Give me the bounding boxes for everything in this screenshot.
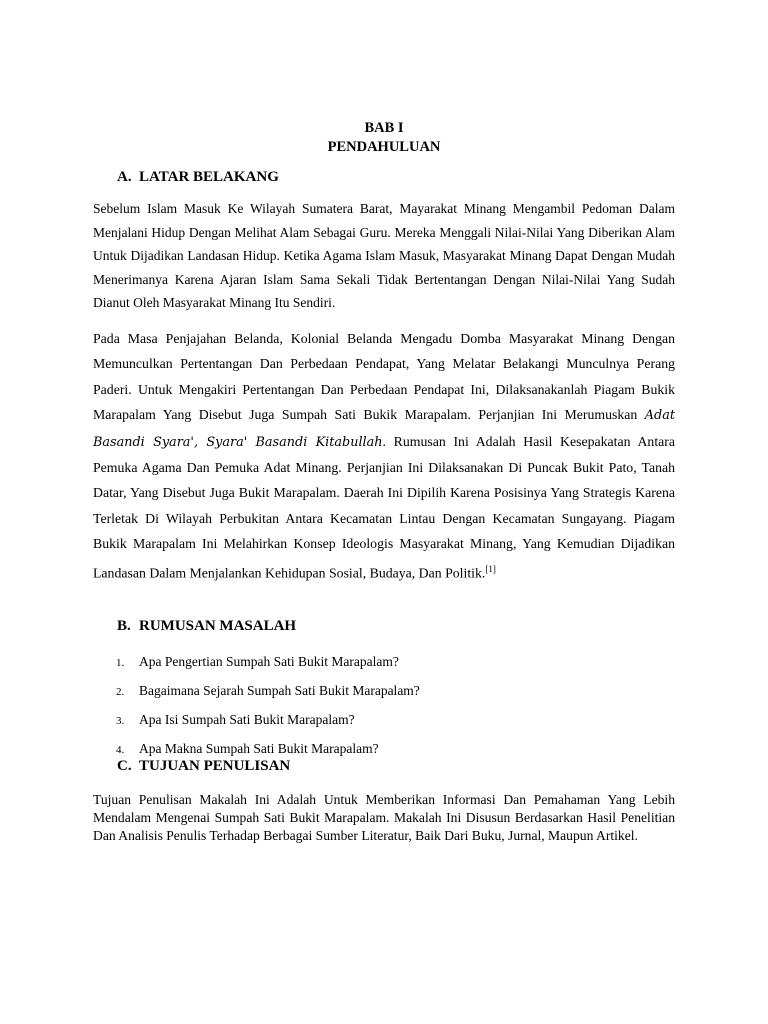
list-item: [116, 652, 420, 681]
list-item: [116, 710, 420, 739]
question-list: [116, 652, 420, 768]
list-item-number: 2.: [116, 686, 125, 698]
list-item-text: Apa Makna Sumpah Sati Bukit Marapalam?: [139, 741, 379, 756]
section-c-title: TUJUAN PENULISAN: [139, 758, 291, 774]
paragraph-2-text-b: . Rumusan Ini Adalah Hasil Kesepakatan Antara Pemuka Agama Dan Pemuka Adat Minang. Perjanjian Ini Dilaksanakan Di Puncak Bukit Pato, Tanah Datar, Yang Disebut Juga Bukit Marapalam. Daerah Ini Dipilih Karena Posisinya Yang Strategis Karena Terletak Di Wilayah Perbukitan Antara Kecamatan Lintau Dengan Kecamatan Sungayang. Piagam Bukik Marapalam Ini Melahirkan Konsep Ideologis Masyarakat Minang, Yang Kemudian Dijadikan Landasan Dalam Menjalankan Kehidupan Sosial, Budaya, Dan Politik.: [93, 433, 676, 581]
section-c-letter: C.: [117, 758, 132, 774]
list-item-number: 3.: [116, 715, 125, 727]
list-item-text: Bagaimana Sejarah Sumpah Sati Bukit Marapalam?: [139, 683, 420, 698]
section-c-heading: [117, 758, 290, 775]
section-a-title: LATAR BELAKANG: [139, 169, 279, 185]
section-b-heading: [117, 618, 296, 635]
paragraph-latar-belakang-1: Sebelum Islam Masuk Ke Wilayah Sumatera Barat, Mayarakat Minang Mengambil Pedoman Dalam Menjalani Hidup Dengan Melihat Alam Sebagai Guru. Mereka Menggali Nilai-Nilai Yang Diberikan Alam Untuk Dijadikan Landasan Hidup. Ketika Agama Islam Masuk, Masyarakat Minang Dapat Dengan Mudah Menerimanya Karena Ajaran Islam Sama Sekali Tidak Bertentangan Dengan Nilai-Nilai Yang Sudah Dianut Oleh Masyarakat Minang Itu Sendiri.: [93, 201, 675, 310]
list-item-number: 1.: [116, 657, 125, 669]
list-item-number: 4.: [116, 744, 125, 756]
paragraph-latar-belakang-2: [93, 326, 675, 586]
list-item-text: Apa Isi Sumpah Sati Bukit Marapalam?: [139, 712, 355, 727]
list-item-text: Apa Pengertian Sumpah Sati Bukit Marapalam?: [139, 654, 399, 669]
section-b-letter: B.: [117, 618, 131, 634]
chapter-number: BAB I: [364, 120, 404, 136]
adat-basandi-phrase: Adat Basandi Syara', Syara' Basandi Kitabullah: [93, 408, 675, 450]
section-a-heading: [117, 169, 279, 186]
list-item: [116, 681, 420, 710]
section-b-title: RUMUSAN MASALAH: [139, 618, 297, 634]
paragraph-tujuan-penulisan: Tujuan Penulisan Makalah Ini Adalah Untuk Memberikan Informasi Dan Pemahaman Yang Lebih Mendalam Mengenai Sumpah Sati Bukit Marapalam. Makalah Ini Disusun Berdasarkan Hasil Penelitian Dan Analisis Penulis Terhadap Berbagai Sumber Literatur, Baik Dari Buku, Jurnal, Maupun Artikel.: [93, 792, 675, 843]
paragraph-2-text-a: Pada Masa Penjajahan Belanda, Kolonial Belanda Mengadu Domba Masyarakat Minang Dengan Memunculkan Pertentangan Dan Perbedaan Pendapat, Yang Melatar Belakangi Munculnya Perang Paderi. Untuk Mengakiri Pertentangan Dan Perbedaan Pendapat Ini, Dilaksanakanlah Piagam Bukik Marapalam Yang Disebut Juga Sumpah Sati Bukik Marapalam. Perjanjian Ini Merumuskan: [93, 331, 675, 423]
footnote-reference[interactable]: [1]: [485, 563, 496, 574]
chapter-title: PENDAHULUAN: [327, 139, 441, 155]
section-a-letter: A.: [117, 169, 132, 185]
